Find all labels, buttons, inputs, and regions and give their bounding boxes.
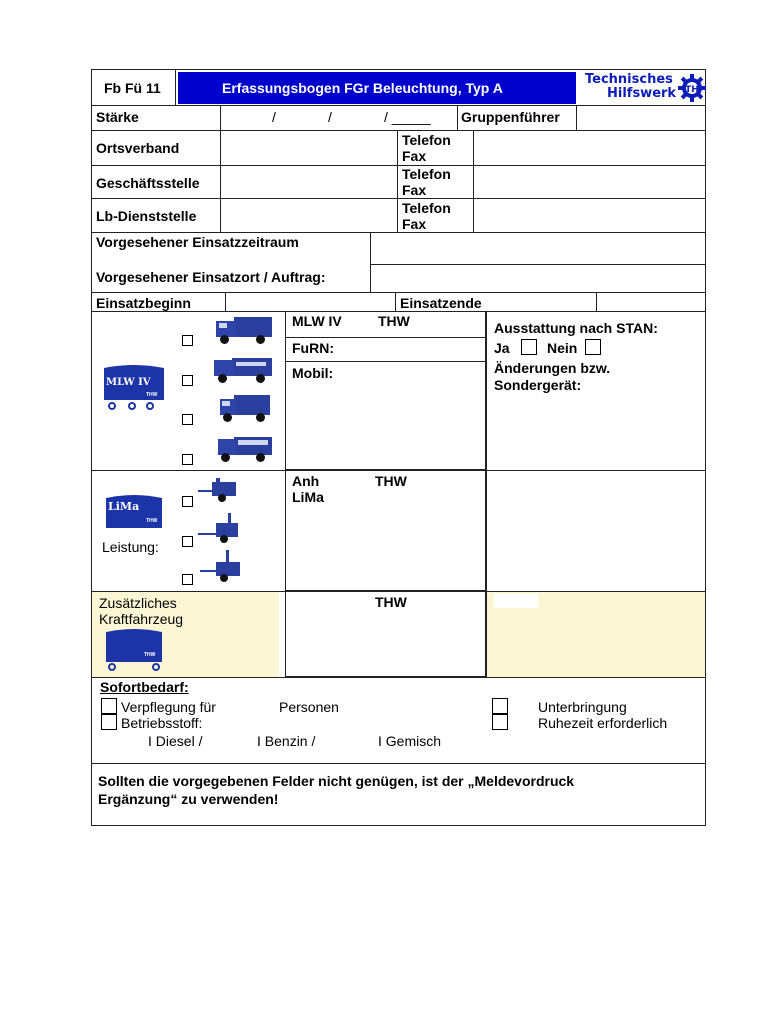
staerke-label: Stärke: [96, 109, 139, 125]
lima-badge-thw: THW: [146, 518, 158, 524]
staerke-sep-2: /: [328, 109, 332, 125]
einsatzort-label: Vorgesehener Einsatzort / Auftrag:: [96, 269, 326, 285]
einsatzzeitraum-field[interactable]: [371, 233, 705, 264]
einsatzbeginn-field[interactable]: [226, 293, 395, 311]
staerke-sep-1: /: [272, 109, 276, 125]
betriebsstoff-label: Betriebsstoff:: [121, 715, 203, 731]
footer-note-line1: Sollten die vorgegebenen Felder nicht genügen, ist der „Meldevordruck: [98, 773, 575, 789]
stan-ja-checkbox[interactable]: [521, 339, 537, 355]
personen-label: Personen: [279, 699, 339, 715]
geschaeftsstelle-fax-label: Fax: [402, 182, 427, 198]
mlw-badge-thw: THW: [146, 392, 158, 398]
mlw-mobil-label: Mobil:: [292, 365, 334, 381]
mlw-option-1-checkbox[interactable]: [182, 335, 193, 346]
truck-3-icon: [218, 393, 270, 423]
mlw-vehicle-label: MLW IV: [292, 313, 342, 329]
extra-box-left-white: [494, 594, 538, 608]
stan-nein-checkbox[interactable]: [585, 339, 601, 355]
lb-dienststelle-label: Lb-Dienststelle: [96, 208, 197, 224]
geschaeftsstelle-telefon-field[interactable]: [474, 166, 705, 198]
geschaeftsstelle-field[interactable]: [221, 166, 397, 198]
einsatzzeitraum-label: Vorgesehener Einsatzzeitraum: [96, 234, 299, 250]
einsatzort-field[interactable]: [371, 265, 705, 292]
ruhezeit-label: Ruhezeit erforderlich: [538, 715, 668, 731]
ortsverband-field[interactable]: [221, 131, 397, 165]
lima-thw-label: THW: [375, 473, 407, 489]
generator-1-icon: [198, 476, 240, 502]
betriebsstoff-checkbox[interactable]: [101, 714, 117, 730]
mlw-option-4-checkbox[interactable]: [182, 454, 193, 465]
logo-line2: Hilfswerk: [607, 86, 677, 101]
truck-2-icon: [212, 354, 272, 384]
mlw-info-box: [285, 311, 486, 470]
lima-badge-text: LiMa: [108, 500, 140, 513]
leistung-label: Leistung:: [102, 539, 159, 555]
mlw-badge-text: MLW IV: [106, 377, 151, 388]
ortsverband-fax-label: Fax: [402, 148, 427, 164]
gruppenfuehrer-label: Gruppenführer: [461, 109, 560, 125]
aenderungen-label: Änderungen bzw.: [494, 360, 611, 376]
mlw-thw-label: THW: [378, 313, 410, 329]
geschaeftsstelle-telefon-label: Telefon: [402, 166, 451, 182]
mlw-badge: [102, 364, 166, 406]
staerke-field[interactable]: [221, 106, 457, 130]
lima-lima-label: LiMa: [292, 489, 324, 505]
mlw-furn-label: FuRN:: [292, 340, 334, 356]
verpflegung-checkbox[interactable]: [101, 698, 117, 714]
verpflegung-label: Verpflegung für: [121, 699, 216, 715]
gruppenfuehrer-field[interactable]: [577, 106, 705, 130]
svg-text:TH: TH: [685, 85, 699, 95]
mlw-option-2-checkbox[interactable]: [182, 375, 193, 386]
footer-note-line2: Ergänzung“ zu verwenden!: [98, 791, 279, 807]
unterbringung-label: Unterbringung: [538, 699, 627, 715]
generator-2-icon: [198, 513, 242, 543]
page-title: Erfassungsbogen FGr Beleuchtung, Typ A: [222, 80, 503, 96]
ortsverband-telefon-label: Telefon: [402, 132, 451, 148]
lb-dienststelle-field[interactable]: [221, 199, 397, 232]
lima-option-2-checkbox[interactable]: [182, 536, 193, 547]
lima-anh-label: Anh: [292, 473, 320, 489]
extra-thw-label: THW: [375, 594, 407, 610]
diesel-label: I Diesel /: [148, 733, 203, 749]
generator-3-icon: [200, 550, 242, 582]
lb-fax-label: Fax: [402, 216, 427, 232]
einsatzende-field[interactable]: [597, 293, 705, 311]
mlw-option-3-checkbox[interactable]: [182, 414, 193, 425]
stan-nein-label: Nein: [547, 340, 578, 356]
truck-4-icon: [216, 433, 272, 463]
ortsverband-label: Ortsverband: [96, 140, 180, 156]
lb-telefon-field[interactable]: [474, 199, 705, 232]
benzin-label: I Benzin /: [257, 733, 316, 749]
lima-badge: [104, 494, 166, 530]
lb-telefon-label: Telefon: [402, 200, 451, 216]
lima-option-1-checkbox[interactable]: [182, 496, 193, 507]
stan-ja-label: Ja: [494, 340, 510, 356]
lima-option-3-checkbox[interactable]: [182, 574, 193, 585]
einsatzbeginn-label: Einsatzbeginn: [96, 295, 191, 311]
truck-1-icon: [214, 315, 272, 345]
staerke-sep-3: / _____: [384, 109, 431, 125]
sofortbedarf-title: Sofortbedarf:: [100, 679, 189, 695]
thw-logo: [580, 70, 706, 106]
logo-line1: Technisches: [585, 72, 673, 87]
extra-badge-thw: THW: [144, 652, 156, 658]
extra-line1: Zusätzliches: [99, 595, 177, 611]
stan-label: Ausstattung nach STAN:: [494, 320, 658, 336]
extra-line2: Kraftfahrzeug: [99, 611, 184, 627]
sondergeraet-label: Sondergerät:: [494, 377, 582, 393]
unterbringung-checkbox[interactable]: [492, 698, 508, 714]
geschaeftsstelle-label: Geschäftsstelle: [96, 175, 200, 191]
gear-logo-icon: [677, 73, 707, 103]
ortsverband-telefon-field[interactable]: [474, 131, 705, 165]
gemisch-label: I Gemisch: [378, 733, 442, 749]
form-code: Fb Fü 11: [104, 80, 161, 96]
einsatzende-label: Einsatzende: [400, 295, 482, 311]
extra-badge: [104, 628, 166, 672]
ruhezeit-checkbox[interactable]: [492, 714, 508, 730]
